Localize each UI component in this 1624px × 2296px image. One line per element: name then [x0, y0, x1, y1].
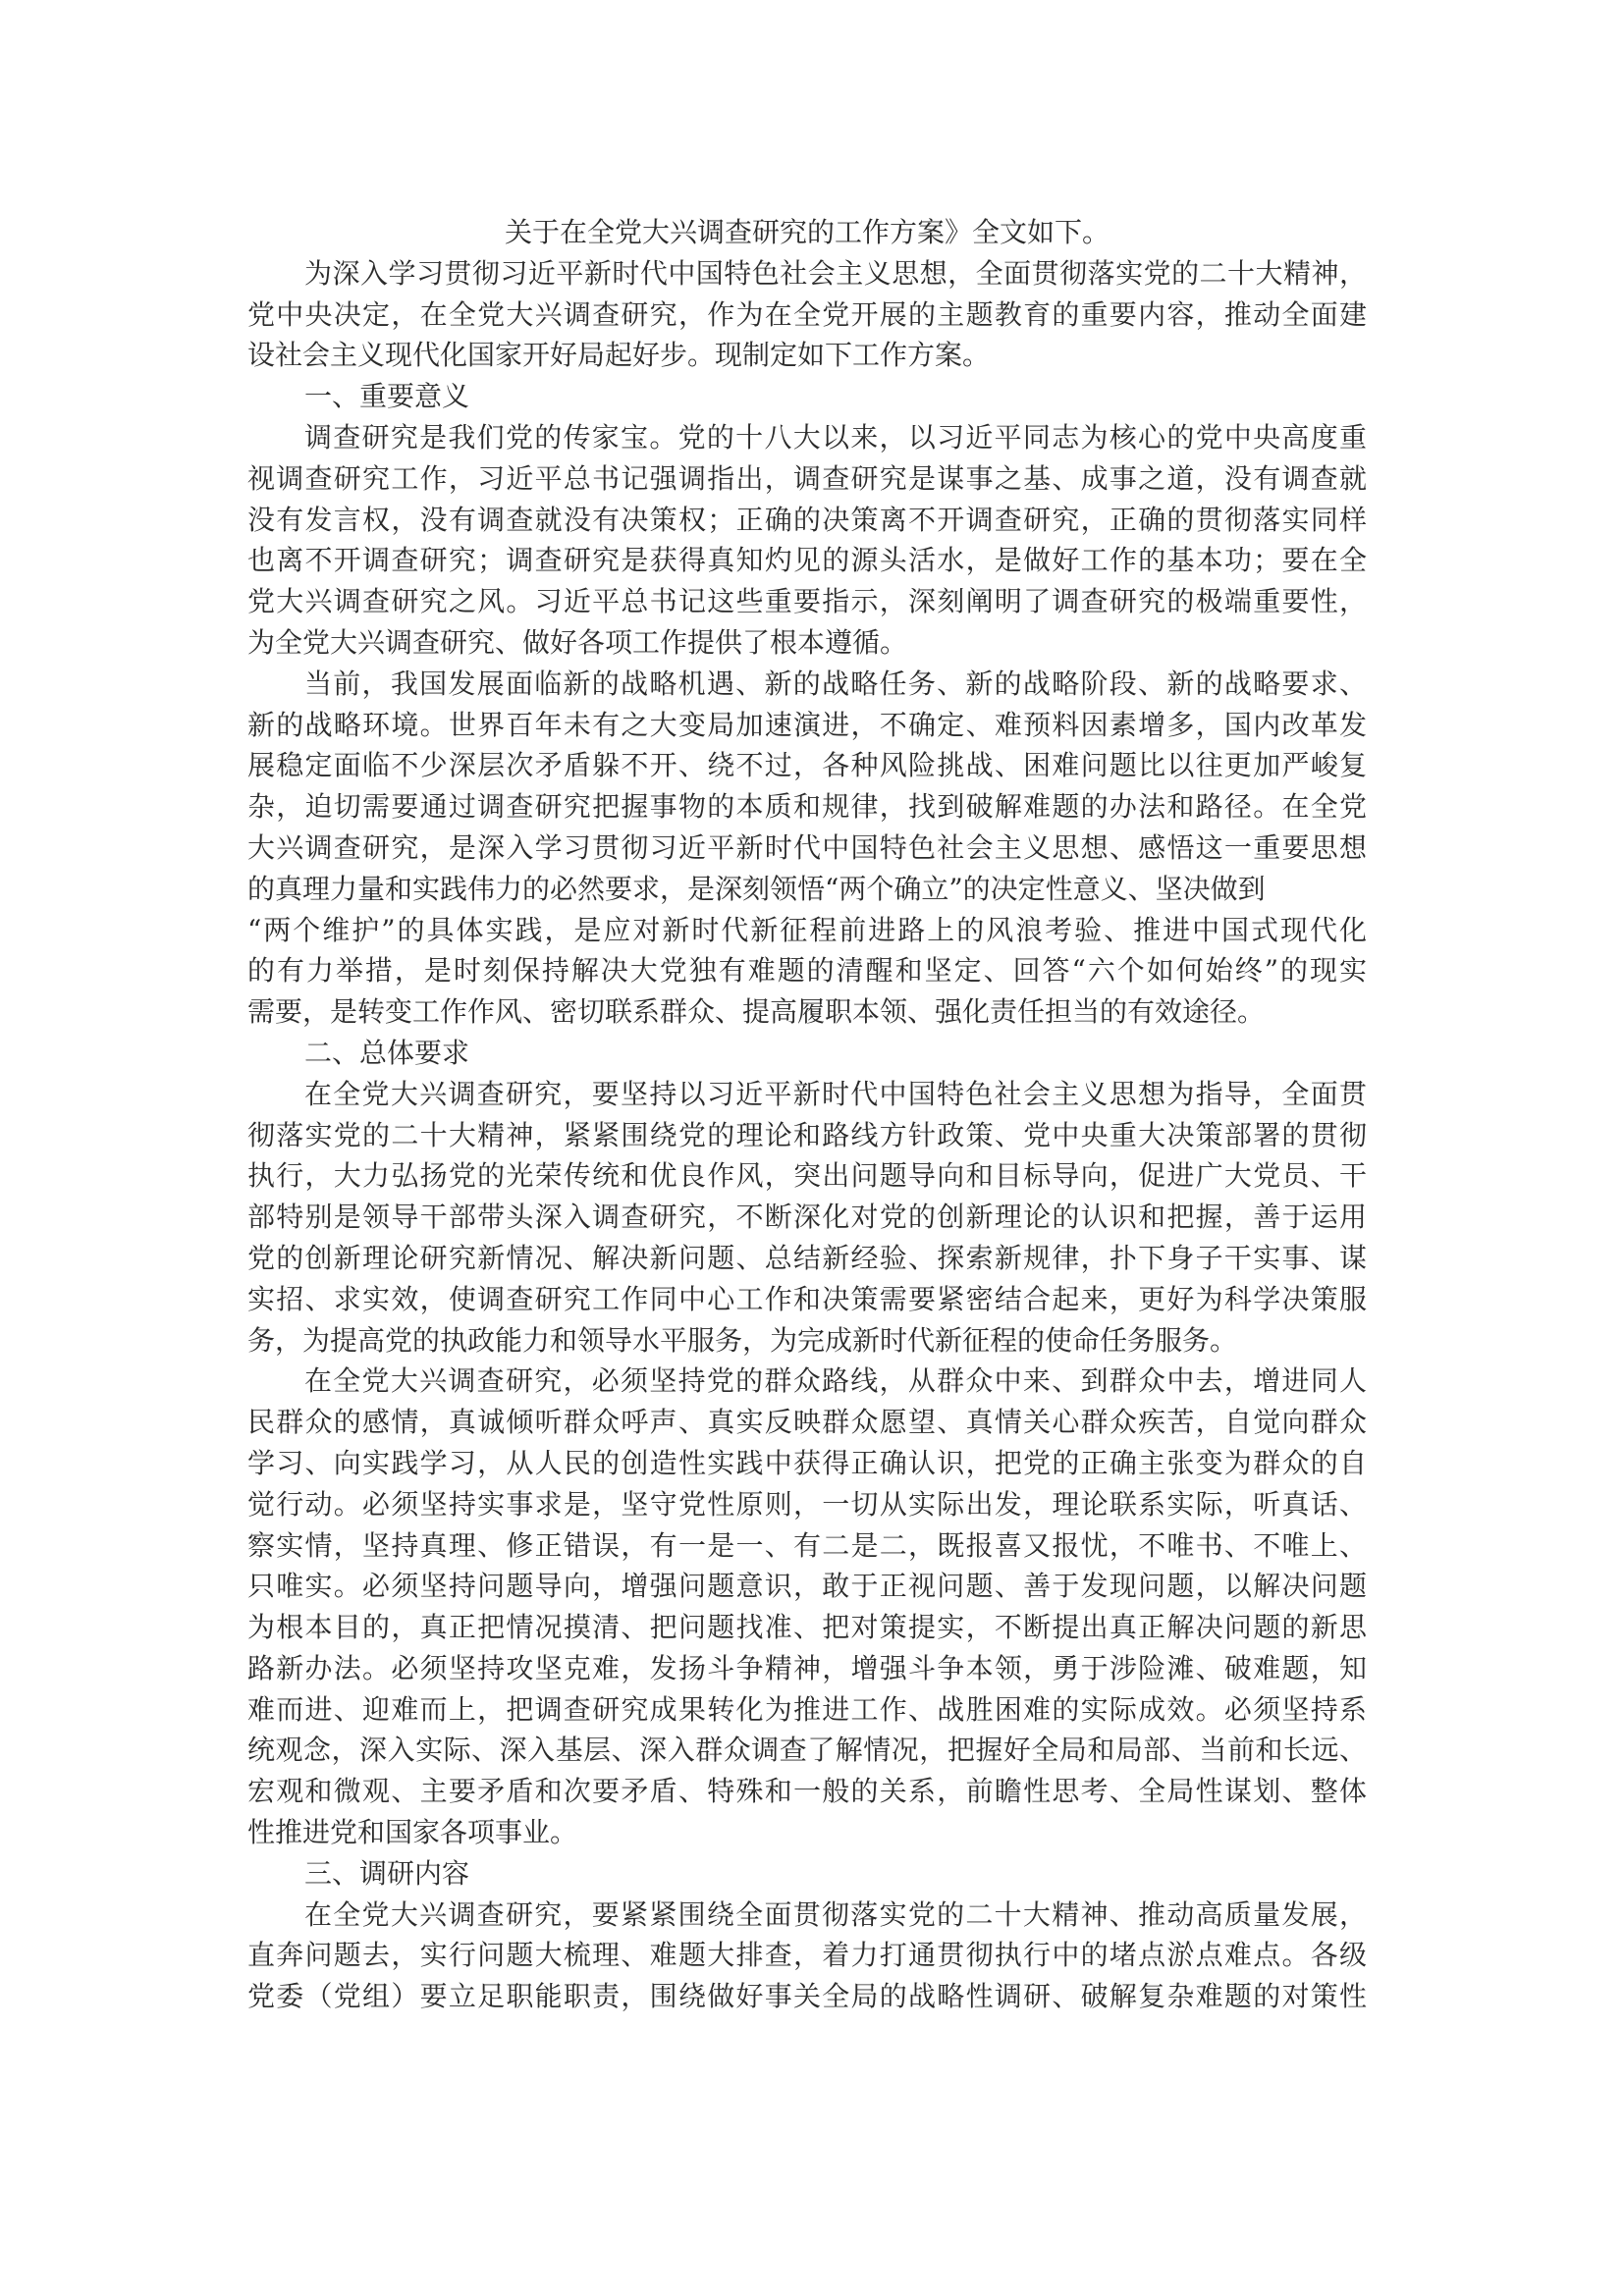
- body-line: 统观念，深入实际、深入基层、深入群众调查了解情况，把握好全局和局部、当前和长远、: [247, 1734, 1367, 1767]
- paragraph-last-line: 的真理力量和实践伟力的必然要求，是深刻领悟“两个确立”的决定性意义、坚决做到: [247, 872, 1266, 905]
- paragraph-lines: [247, 253, 1367, 2017]
- body-line: 视调查研究工作，习近平总书记强调指出，调查研究是谋事之基、成事之道，没有调查就: [247, 461, 1367, 495]
- body-line: 党委（党组）要立足职能职责，围绕做好事关全局的战略性调研、破解复杂难题的对策性: [247, 1980, 1367, 2013]
- paragraph-first-line: 为深入学习贯彻习近平新时代中国特色社会主义思想，全面贯彻落实党的二十大精神，: [304, 256, 1367, 290]
- body-line: 新的战略环境。世界百年未有之大变局加速演进，不确定、难预料因素增多，国内改革发: [247, 708, 1367, 741]
- body-line: 直奔问题去，实行问题大梳理、难题大排查，着力打通贯彻执行中的堵点淤点难点。各级: [247, 1939, 1367, 1972]
- section-heading: 一、重要意义: [304, 380, 470, 413]
- paragraph-first-line: 在全党大兴调查研究，要紧紧围绕全面贯彻落实党的二十大精神、推动高质量发展，: [304, 1897, 1367, 1931]
- body-line: 难而进、迎难而上，把调查研究成果转化为推进工作、战胜困难的实际成效。必须坚持系: [247, 1692, 1367, 1726]
- body-line: 为根本目的，真正把情况摸清、把问题找准、把对策提实，不断提出真正解决问题的新思: [247, 1611, 1367, 1644]
- body-line: 没有发言权，没有调查就没有决策权；正确的决策离不开调查研究，正确的贯彻落实同样: [247, 503, 1367, 536]
- paragraph-first-line: 当前，我国发展面临新的战略机遇、新的战略任务、新的战略阶段、新的战略要求、: [304, 667, 1367, 700]
- body-line: 党的创新理论研究新情况、解决新问题、总结新经验、探索新规律，扑下身子干实事、谋: [247, 1241, 1367, 1274]
- section-heading: 三、调研内容: [304, 1856, 470, 1890]
- body-line: 只唯实。必须坚持问题导向，增强问题意识，敢于正视问题、善于发现问题，以解决问题: [247, 1570, 1367, 1603]
- document-title-line: 关于在全党大兴调查研究的工作方案》全文如下。: [504, 216, 1110, 248]
- paragraph-first-line: 调查研究是我们党的传家宝。党的十八大以来，以习近平同志为核心的党中央高度重: [304, 420, 1367, 454]
- body-line: 党中央决定，在全党大兴调查研究，作为在全党开展的主题教育的重要内容，推动全面建: [247, 297, 1367, 331]
- body-line: 杂，迫切需要通过调查研究把握事物的本质和规律，找到破解难题的办法和路径。在全党: [247, 790, 1367, 824]
- body-line: 的有力举措，是时刻保持解决大党独有难题的清醒和坚定、回答“六个如何始终”的现实: [247, 954, 1367, 988]
- body-line: 大兴调查研究，是深入学习贯彻习近平新时代中国特色社会主义思想、感悟这一重要思想: [247, 830, 1367, 864]
- paragraph-last-line: 为全党大兴调查研究、做好各项工作提供了根本遵循。: [247, 625, 908, 659]
- body-line: 展稳定面临不少深层次矛盾躲不开、绕不过，各种风险挑战、困难问题比以往更加严峻复: [247, 749, 1367, 782]
- body-line: 学习、向实践学习，从人民的创造性实践中获得正确认识，把党的正确主张变为群众的自: [247, 1446, 1367, 1479]
- body-line: 党大兴调查研究之风。习近平总书记这些重要指示，深刻阐明了调查研究的极端重要性，: [247, 585, 1367, 618]
- body-line: 实招、求实效，使调查研究工作同中心工作和决策需要紧密结合起来，更好为科学决策服: [247, 1282, 1367, 1315]
- paragraph-last-line: 设社会主义现代化国家开好局起好步。现制定如下工作方案。: [247, 339, 991, 372]
- document-body: [247, 212, 1367, 2017]
- section-heading: 二、总体要求: [304, 1036, 470, 1069]
- body-line: 路新办法。必须坚持攻坚克难，发扬斗争精神，增强斗争本领，勇于涉险滩、破难题，知: [247, 1651, 1367, 1684]
- body-line: “两个维护”的具体实践，是应对新时代新征程前进路上的风浪考验、推进中国式现代化: [247, 913, 1367, 946]
- paragraph-last-line: 需要，是转变工作作风、密切联系群众、提高履职本领、强化责任担当的有效途径。: [247, 995, 1266, 1029]
- body-line: 部特别是领导干部带头深入调查研究，不断深化对党的创新理论的认识和把握，善于运用: [247, 1201, 1367, 1234]
- body-line: 执行，大力弘扬党的光荣传统和优良作风，突出问题导向和目标导向，促进广大党员、干: [247, 1159, 1367, 1193]
- body-line: 彻落实党的二十大精神，紧紧围绕党的理论和路线方针政策、党中央重大决策部署的贯彻: [247, 1118, 1367, 1151]
- body-line: 觉行动。必须坚持实事求是，坚守党性原则，一切从实际出发，理论联系实际，听真话、: [247, 1487, 1367, 1521]
- paragraph-first-line: 在全党大兴调查研究，必须坚持党的群众路线，从群众中来、到群众中去，增进同人: [304, 1364, 1367, 1398]
- paragraph-last-line: 性推进党和国家各项事业。: [247, 1816, 578, 1849]
- body-line: 也离不开调查研究；调查研究是获得真知灼见的源头活水，是做好工作的基本功；要在全: [247, 544, 1367, 577]
- body-line: 民群众的感情，真诚倾听群众呼声、真实反映群众愿望、真情关心群众疾苦，自觉向群众: [247, 1406, 1367, 1439]
- paragraph-first-line: 在全党大兴调查研究，要坚持以习近平新时代中国特色社会主义思想为指导，全面贯: [304, 1077, 1367, 1110]
- body-line: 宏观和微观、主要矛盾和次要矛盾、特殊和一般的关系，前瞻性思考、全局性谋划、整体: [247, 1775, 1367, 1808]
- paragraph-last-line: 务，为提高党的执政能力和领导水平服务，为完成新时代新征程的使命任务服务。: [247, 1323, 1238, 1357]
- body-line: 察实情，坚持真理、修正错误，有一是一、有二是二，既报喜又报忧，不唯书、不唯上、: [247, 1528, 1367, 1562]
